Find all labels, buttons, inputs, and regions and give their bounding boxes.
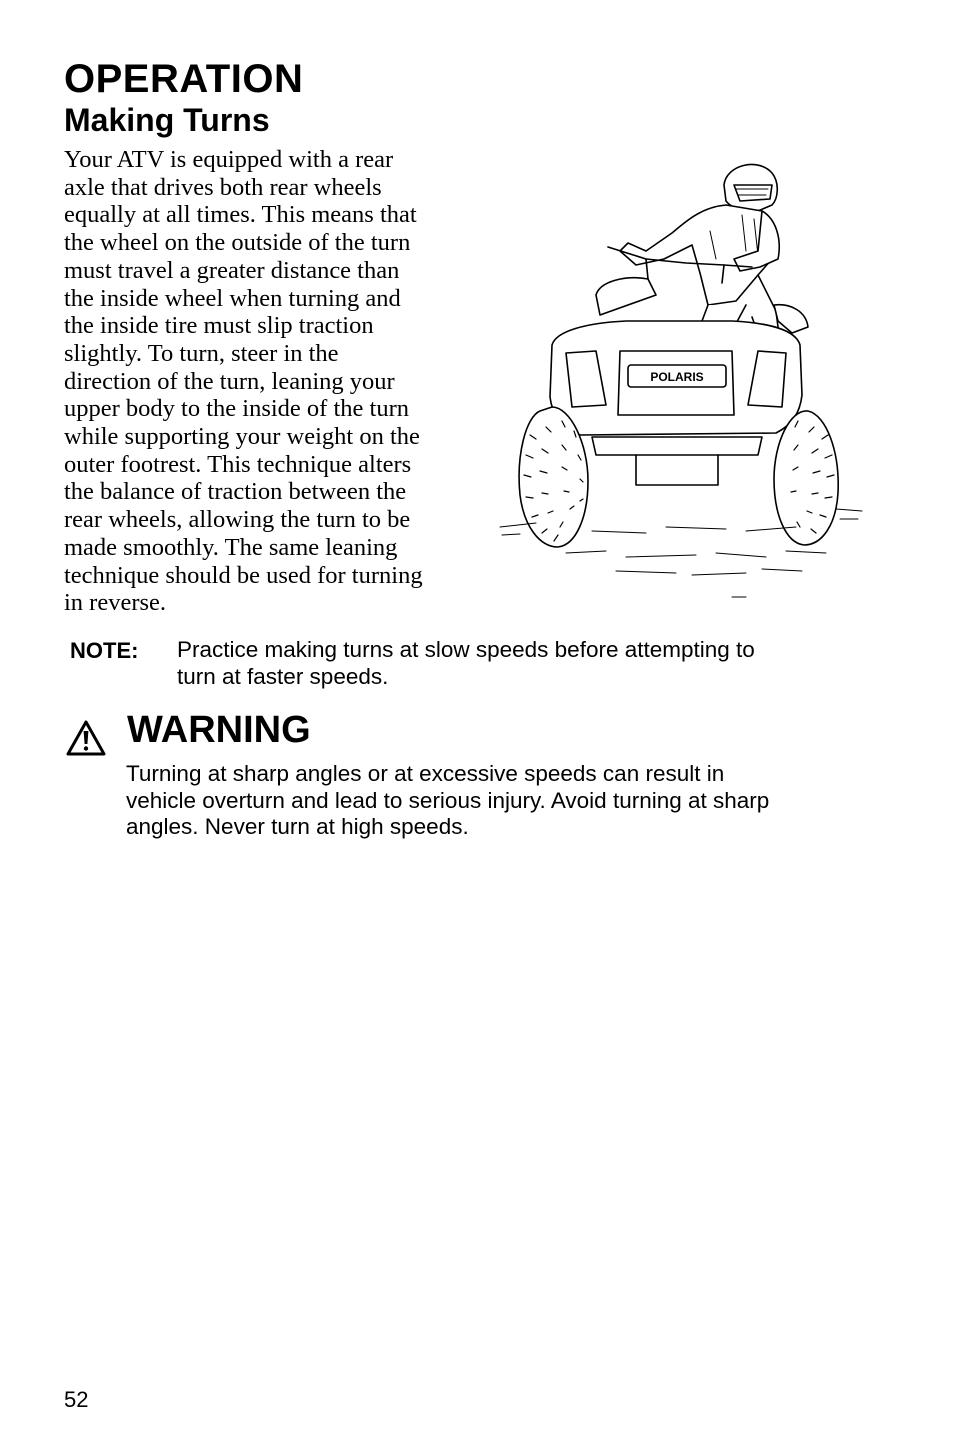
body-line: direction of the turn, leaning your: [64, 367, 395, 395]
body-line: made smoothly. The same leaning: [64, 533, 398, 561]
warning-text: [126, 761, 886, 841]
body-line: upper body to the inside of the turn: [64, 395, 409, 423]
warning-triangle-icon: [66, 720, 106, 756]
body-line: axle that drives both rear wheels: [64, 173, 382, 201]
note-line: Practice making turns at slow speeds before attempting to: [177, 637, 755, 662]
atv-rider-illustration: [496, 155, 866, 605]
body-line: technique should be used for turning: [64, 561, 423, 589]
body-line: Your ATV is equipped with a rear: [64, 146, 394, 173]
note-label: NOTE:: [70, 638, 139, 663]
warning-line: vehicle overturn and lead to serious injury. Avoid turning at sharp: [126, 787, 770, 813]
note-line: turn at faster speeds.: [177, 663, 389, 689]
section-title: OPERATION: [64, 57, 304, 101]
page-number: 52: [64, 1387, 89, 1412]
note-text: [177, 637, 877, 690]
warning-title: WARNING: [127, 709, 311, 751]
body-line: the wheel on the outside of the turn: [64, 229, 411, 257]
brand-logo-text: POLARIS: [650, 370, 704, 384]
body-line: rear wheels, allowing the turn to be: [64, 506, 411, 534]
body-line: the inside tire must slip traction: [64, 312, 374, 340]
body-line: slightly. To turn, steer in the: [64, 339, 339, 367]
body-line: equally at all times. This means that: [64, 201, 417, 229]
warning-line: Turning at sharp angles or at excessive speeds can result in: [126, 761, 725, 786]
warning-line: angles. Never turn at high speeds.: [126, 814, 469, 839]
body-line: must travel a greater distance than: [64, 256, 400, 284]
body-paragraph: [64, 146, 484, 617]
body-line: the balance of traction between the: [64, 478, 407, 506]
body-line: while supporting your weight on the: [64, 423, 420, 451]
body-line: in reverse.: [64, 589, 167, 617]
body-line: outer footrest. This technique alters: [64, 450, 412, 478]
body-line: the inside wheel when turning and: [64, 284, 401, 312]
subsection-title: Making Turns: [64, 102, 270, 138]
